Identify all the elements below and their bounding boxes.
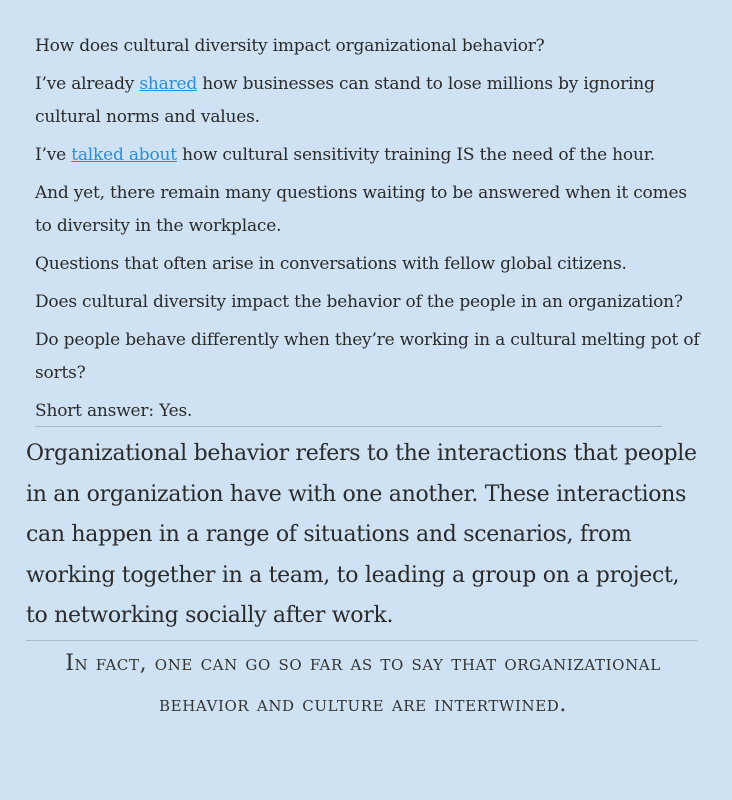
intro-paragraph-3-lead: I’ve (35, 145, 72, 165)
main-paragraph: Organizational behavior refers to the interactions that people in an organization have with one another. These interactions can happen in a range of situations and scenarios, from working together in a team, to leading a group on a project, to networking socially after work. (26, 441, 697, 628)
intro-paragraph-3-rest: how cultural sensitivity training IS the need of the hour. (176, 145, 655, 165)
intro-paragraph-4: And yet, there remain many questions waiting to be answered when it comes to diversity in the workplace. (35, 183, 687, 236)
shared-link[interactable]: shared (139, 74, 198, 94)
pull-quote: In fact, one can go so far as to say that organizational behavior and culture are intertwined. (65, 651, 661, 717)
intro-paragraph-7: Do people behave differently when they’re working in a cultural melting pot of sorts? (35, 330, 700, 383)
intro-paragraph-6: Does cultural diversity impact the behavior of the people in an organization? (35, 292, 683, 312)
intro-paragraph-5: Questions that often arise in conversations with fellow global citizens. (35, 254, 627, 274)
divider-bottom (26, 640, 697, 641)
talked-about-link[interactable]: talked about (71, 145, 177, 165)
intro-paragraph-2-rest: how businesses can stand to lose millions by ignoring cultural norms and values. (35, 74, 655, 127)
intro-paragraph-8: Short answer: Yes. (35, 401, 193, 421)
divider-top (35, 426, 662, 427)
intro-paragraph-3 (35, 139, 705, 172)
intro-section (35, 30, 705, 433)
intro-paragraph-2-lead: I’ve already (35, 74, 140, 94)
intro-paragraph-2 (35, 68, 705, 134)
intro-paragraph-1: How does cultural diversity impact organizational behavior? (35, 36, 545, 56)
